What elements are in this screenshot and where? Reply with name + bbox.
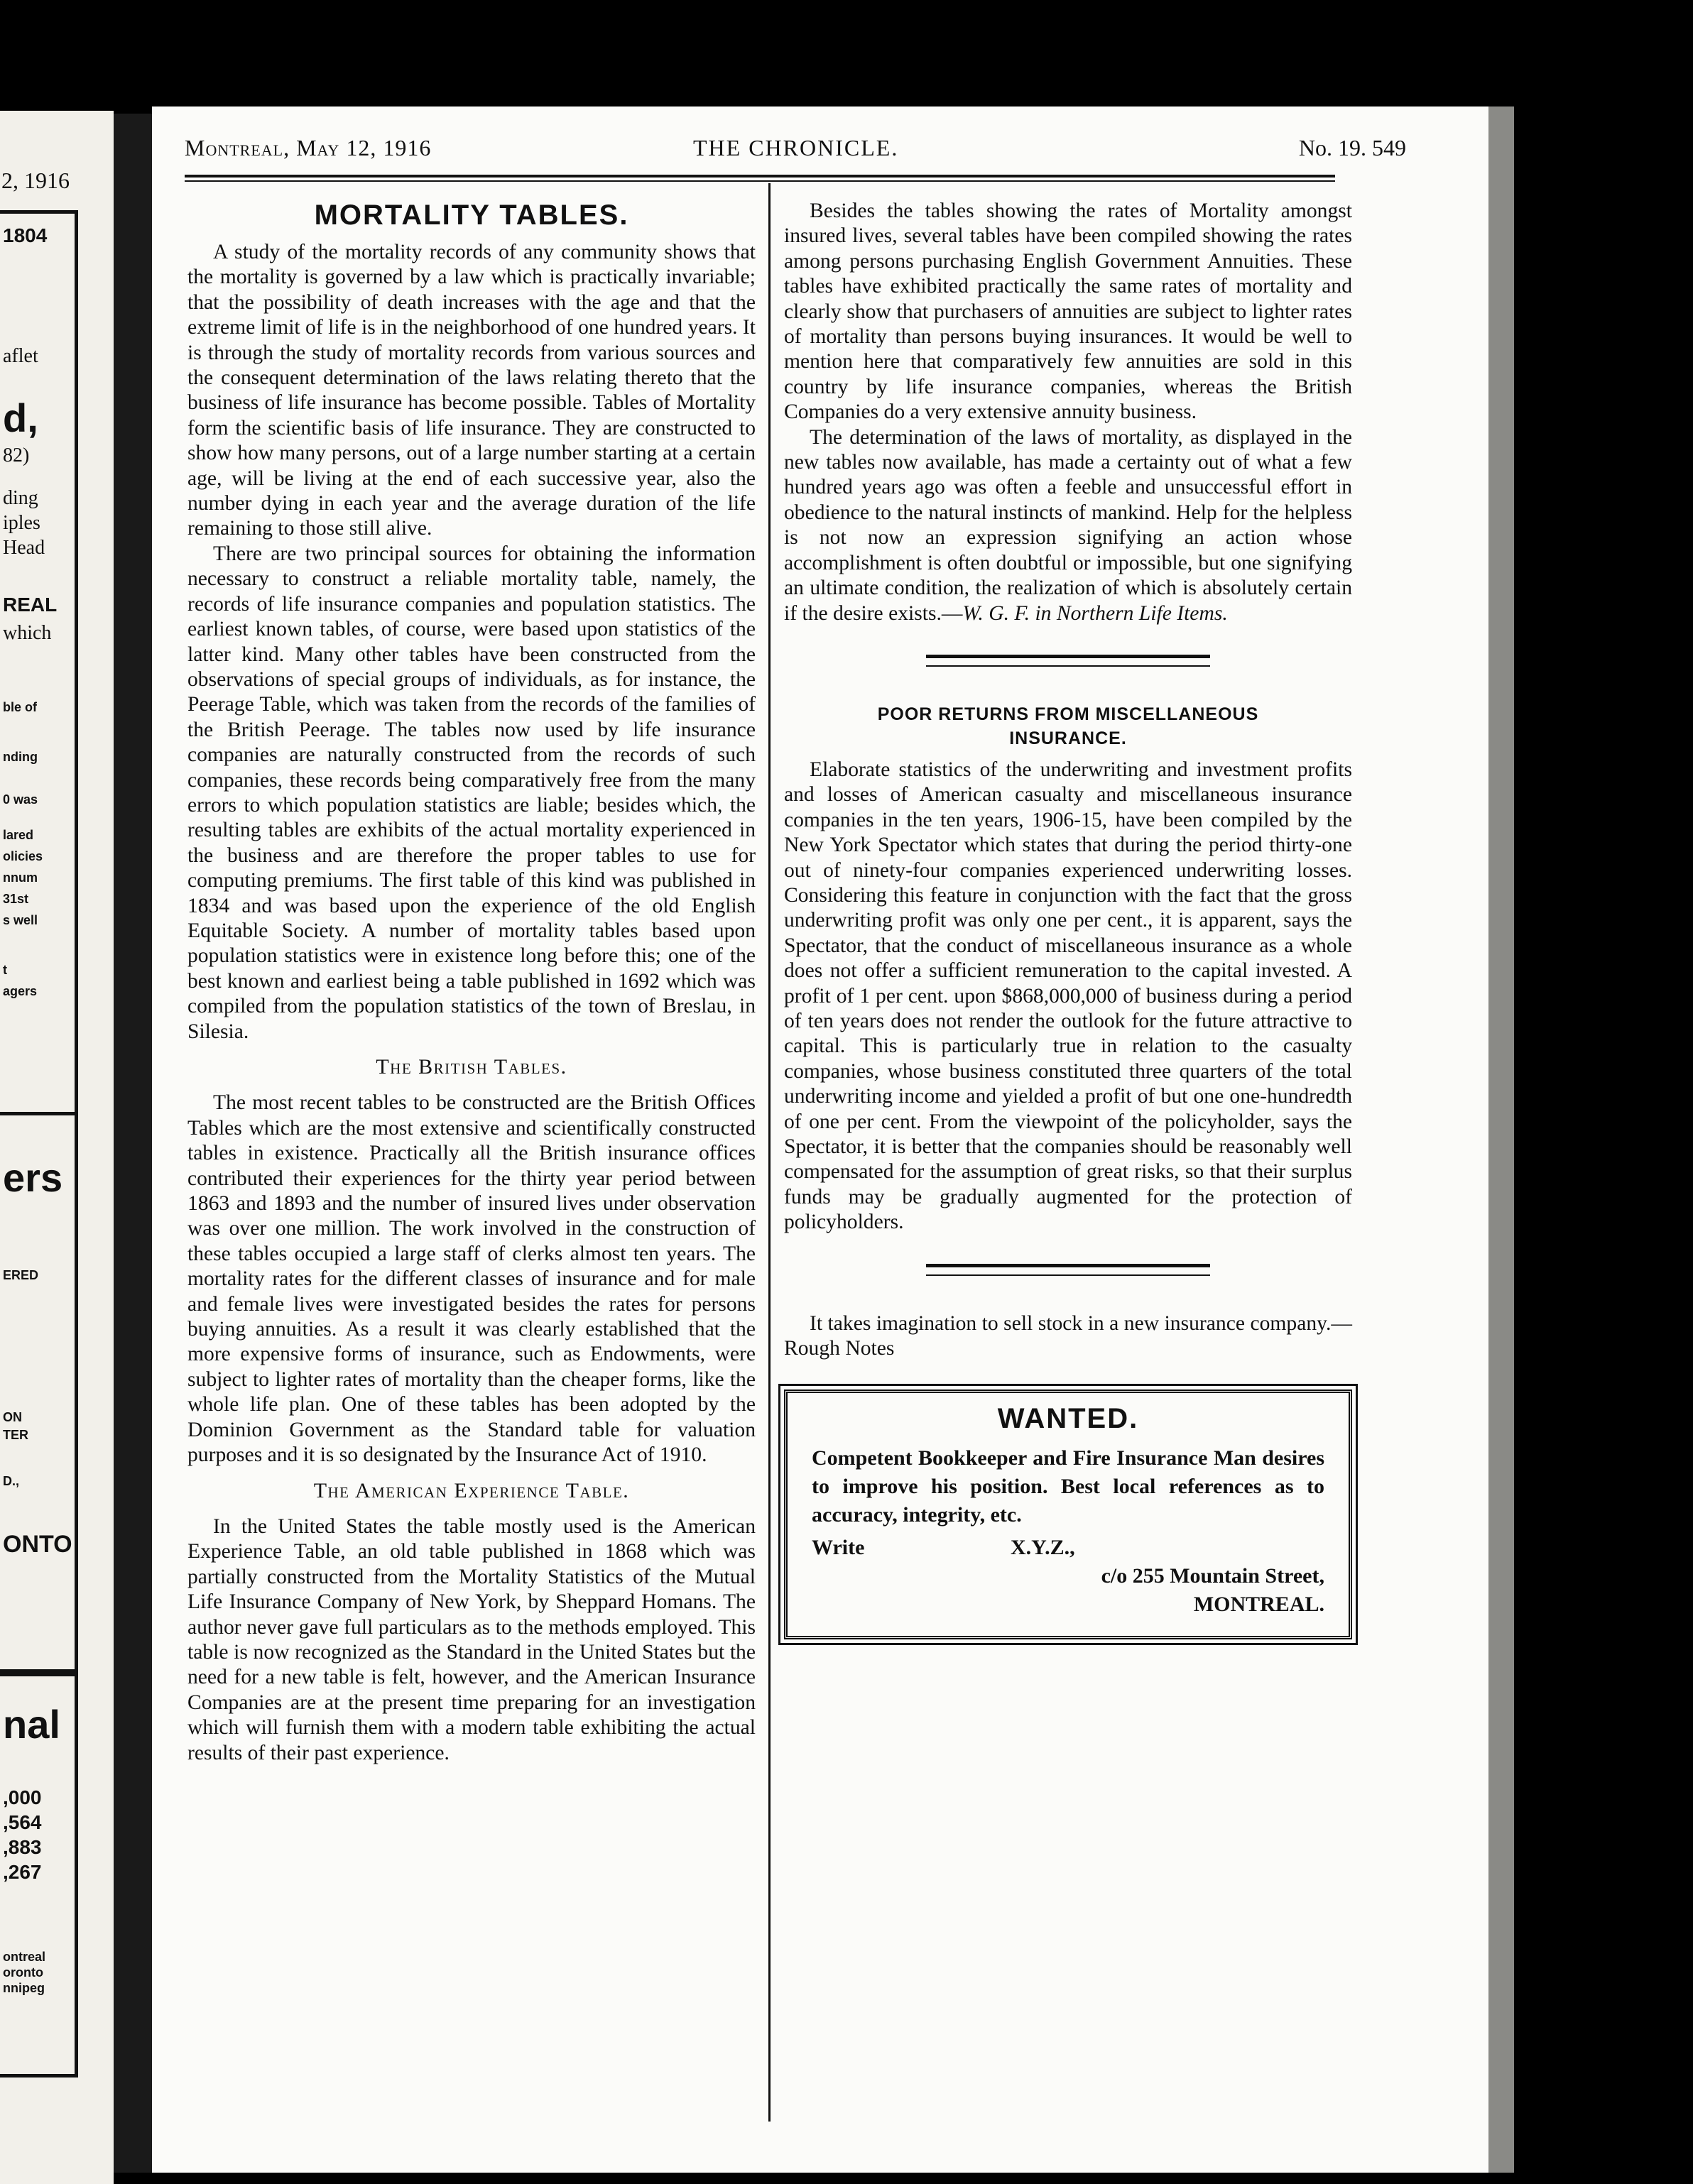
header-masthead: THE CHRONICLE. xyxy=(693,135,899,160)
article-paragraph: In the United States the table mostly used is the American Experience Table, an old table published in 1868 which was partially constructed from the Mortality Statistics of the Mutual Life Insurance Company of New York, by Sheppard Homans. The author never gave full particulars as to the methods employed. This table is now recognized as the Standard in the United States but the need for a new table is felt, however, and the American Insurance Companies are at the present time preparing for an investigation which will furnish them with a modern table exhibiting the actual results of their past experience. xyxy=(187,1514,756,1764)
prev-page-fragment-text: D., xyxy=(3,1474,20,1488)
article-paragraph: The most recent tables to be constructed are the British Offices Tables which are the most extensive and scientifically constructed tables in existence. Practically all the British insurance offices contributed their experiences for the thirty year period between 1863 and 1893 and the number of insured lives under observation was over one million. The work involved in the construction of these tables occupied a large staff of clerks almost ten years. The mortality rates for the different classes of insurance and for male and female lives were investigated besides the rates for persons buying annuities. As a result it was clearly established that the more expensive forms of insurance, such as Endowments, were subject to lighter rates of mortality than the cheaper forms, like the whole life plan. One of these tables has been adopted by the Dominion Government as the Standard table for valuation purposes and it is so designated by the Insurance Act of 1910. xyxy=(187,1091,756,1467)
article-paragraph xyxy=(784,425,1352,626)
prev-page-fragment-text: aflet xyxy=(3,345,38,367)
prev-page-fragment-text: ON xyxy=(3,1410,22,1424)
previous-page-fragment xyxy=(0,111,114,2184)
prev-page-fragment-text: nding xyxy=(3,750,38,764)
article-separator xyxy=(926,655,1210,667)
prev-page-fragment-text: ontreal xyxy=(3,1950,46,1964)
prev-page-fragment-text: ,000 xyxy=(3,1786,42,1808)
prev-page-fragment-text: Head xyxy=(3,537,45,559)
header-rule xyxy=(185,175,1335,182)
ad-contact-row xyxy=(812,1534,1324,1562)
header-date: Montreal, May 12, 1916 xyxy=(185,135,432,160)
article-separator xyxy=(926,1264,1210,1276)
prev-page-fragment-text: which xyxy=(3,622,52,644)
article-paragraph: There are two principal sources for obtaining the information necessary to construct a reliable mortality table, namely, the records of life insurance companies and population statistics. The earliest known tables, of course, were based upon statistics of the latter kind. Many other tables have been constructed from the observations of special groups of individuals, as for instance, the Peerage Table, which was taken from the records of the families of the British Peerage. The tables now used by life insurance companies are naturally constructed from the records of such companies, these records being comparatively free from the many errors to which population statistics are liable; besides which, the resulting tables are exhibits of the actual mortality experienced in the business and are therefore the proper tables to use for computing premiums. The first table of this kind was published in 1834 and was based upon the experience of the old English Equitable Society. A number of mortality tables based upon population statistics were in existence long before this; one of the best known and earliest being a table published in 1692 which was compiled from the population statistics of the town of Breslau, in Silesia. xyxy=(187,542,756,1043)
prev-page-fragment-text: REAL xyxy=(3,594,58,616)
prev-page-fragment-text: TER xyxy=(3,1428,28,1442)
quote-paragraph: It takes imagination to sell stock in a new insurance company.—Rough Notes xyxy=(784,1311,1352,1360)
left-column xyxy=(187,199,756,1766)
prev-page-fragment-text: ble of xyxy=(3,700,37,714)
prev-page-fragment-text: iples xyxy=(3,512,40,534)
title-line: INSURANCE. xyxy=(1009,728,1127,748)
ad-name: X.Y.Z., xyxy=(1011,1536,1075,1560)
prev-page-fragment-text: ONTO xyxy=(3,1531,72,1558)
page-gutter xyxy=(114,114,156,2173)
section-heading: The British Tables. xyxy=(376,1055,567,1079)
prev-page-fragment-text: oronto xyxy=(3,1965,43,1980)
prev-page-fragment-text: t xyxy=(3,963,7,977)
prev-page-fragment-text: nnum xyxy=(3,870,38,885)
prev-page-date: 2, 1916 xyxy=(1,168,70,193)
article-paragraph: A study of the mortality records of any community shows that the mortality is governed by a law which is practically invariable; that the possibility of death increases with the age and that the extreme limit of life is in the neighborhood of one hundred years. It is through the study of mortality records from various sources and the consequent determination of the laws relating thereto that the business of life insurance has become possible. Tables of Mortality form the scientific basis of life insurance. They are constructed to show how many persons, out of a large number starting at a certain age, will be living at the end of each successive year, also the number dying in each year and the average duration of the life remaining to those still alive. xyxy=(187,241,756,540)
section-heading: The American Experience Table. xyxy=(313,1478,630,1502)
newspaper-page xyxy=(152,107,1488,2173)
ad-body: Competent Bookkeeper and Fire Insurance Man desires to improve his position. Best local references as to accuracy, integrity, etc. xyxy=(812,1446,1324,1527)
right-column xyxy=(784,199,1352,1639)
ad-address: c/o 255 Mountain Street, xyxy=(1101,1564,1324,1588)
prev-page-fragment-text: ,564 xyxy=(3,1811,42,1833)
article-title: MORTALITY TABLES. xyxy=(314,200,629,231)
prev-page-fragment-text: nal xyxy=(3,1702,60,1747)
prev-page-fragment-text: 1804 xyxy=(3,224,48,246)
prev-page-fragment-text: 31st xyxy=(3,892,29,906)
prev-page-fragment-text: 0 was xyxy=(3,792,38,807)
prev-page-fragment-text: 82) xyxy=(3,444,30,466)
prev-page-fragment-text: ,267 xyxy=(3,1861,42,1883)
article-title xyxy=(784,702,1352,750)
column-divider xyxy=(768,183,771,2122)
prev-page-fragment-text: ERED xyxy=(3,1268,39,1282)
prev-page-fragment-text: lared xyxy=(3,828,34,842)
header-issue-page: No. 19. 549 xyxy=(1298,135,1406,160)
wanted-advertisement xyxy=(784,1389,1352,1639)
article-paragraph: Besides the tables showing the rates of Mortality amongst insured lives, several tables have been compiled showing the rates among persons purchasing English Government Annuities. These tables have exhibited practically the same rates of mortality and clearly show that purchasers of annuities are subject to lighter rates of mortality than persons buying insurances. It would be well to mention here that comparatively few annuities are sold in this country by life insurance companies, whereas the British Companies do a very extensive annuity business. xyxy=(784,200,1352,424)
page-header xyxy=(185,135,1406,166)
ad-title: WANTED. xyxy=(997,1403,1139,1435)
prev-page-fragment-text: agers xyxy=(3,984,38,998)
page-edge xyxy=(1486,107,1514,2173)
prev-page-fragment-text: nnipeg xyxy=(3,1981,45,1995)
prev-page-fragment-text: ding xyxy=(3,487,38,509)
prev-page-fragment-text: ers xyxy=(3,1155,63,1200)
article-paragraph: Elaborate statistics of the underwriting and investment profits and losses of American casualty and miscellaneous insurance companies in the ten years, 1906-15, have been compiled by the New York Spectator which states that during the period thirty-one out of ninety-four companies experienced underwriting losses. Considering this feature in conjunction with the fact that the gross underwriting profit was only one per cent., it is apparent, says the Spectator, that the conduct of miscellaneous insurance as a whole does not offer a sufficient remuneration to the capital invested. A profit of 1 per cent. upon $868,000,000 of business during a period of ten years does not render the outlook for the future attractive to capital. This is particularly true in relation to the casualty companies, whose business constituted three quarters of the total underwriting income and yielded a profit of but one one-hundredth of one per cent. From the viewpoint of the policyholder, says the Spectator, it is better that the companies should be reasonably well compensated for the assumption of great risks, so that their surplus funds may be gradually augmented for the protection of policyholders. xyxy=(784,758,1352,1234)
prev-page-fragment-text: d, xyxy=(3,395,38,440)
paragraph-text: The determination of the laws of mortality, as displayed in the new tables now available, has made a certainty out of what a few hundred years ago was often a feeble and unsuccessful effort in obedience to the natural instincts of mankind. Help for the helpless is not now an expression signifying an action whose accomplishment is often doubtful or impossible, but one signifying an ultimate condition, the realization of which is absolutely certain if the desire exists.— xyxy=(784,425,1352,625)
article-signature: W. G. F. in Northern Life Items. xyxy=(962,601,1228,625)
title-line: POOR RETURNS FROM MISCELLANEOUS xyxy=(877,704,1259,724)
prev-page-fragment-text: olicies xyxy=(3,849,43,863)
prev-page-fragment-text: ,883 xyxy=(3,1836,42,1858)
prev-page-fragment-text: s well xyxy=(3,913,38,927)
ad-write-label: Write xyxy=(812,1536,865,1560)
ad-city: MONTREAL. xyxy=(1193,1593,1324,1617)
